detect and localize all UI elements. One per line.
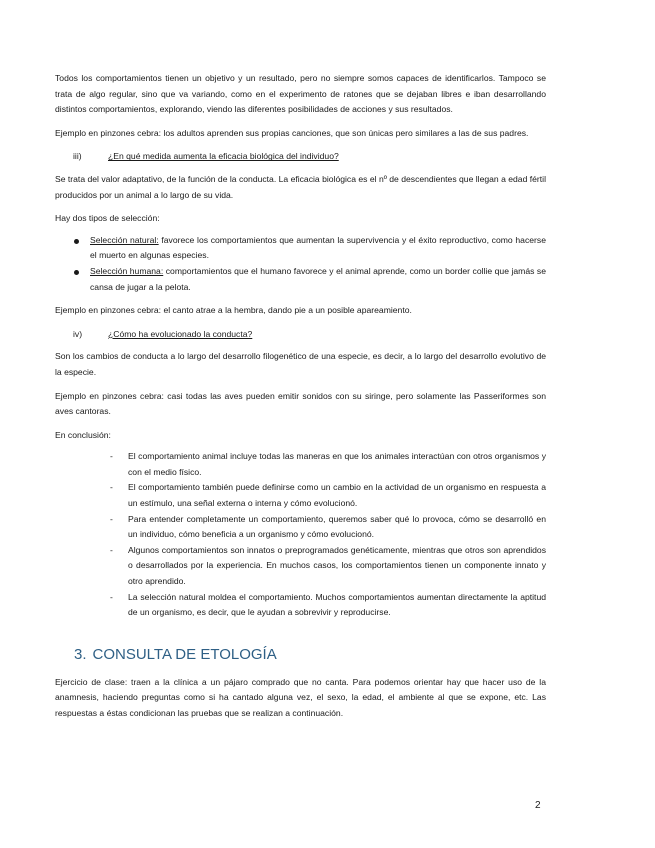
conclusion-list (55, 449, 546, 621)
subheading-iii-title: ¿En qué medida aumenta la eficacia biológica del individuo? (108, 151, 339, 162)
list-item (55, 264, 546, 295)
section-heading (55, 645, 546, 665)
list-item-text: El comportamiento animal incluye todas las maneras en que los animales interactúan con otros organismos y con el medio físico. (128, 451, 546, 477)
dash-icon: - (110, 513, 113, 524)
list-item (55, 512, 546, 543)
paragraph-adaptive-value: Se trata del valor adaptativo, de la función de la conducta. La eficacia biológica es el nº de descendientes que llegan a edad fértil producidos por un animal a lo largo de su vida. (55, 173, 546, 200)
subheading-iii-number: iii) (73, 151, 82, 162)
page-content (55, 71, 546, 730)
paragraph-example-songs: Ejemplo en pinzones cebra: los adultos aprenden sus propias canciones, que son únicas pero similares a las de sus padres. (55, 127, 529, 138)
list-item-label: Selección natural: (90, 234, 159, 245)
paragraph-conclusion-label: En conclusión: (55, 429, 111, 440)
subheading-iv (55, 327, 546, 343)
list-item-text: La selección natural moldea el comportamiento. Muchos comportamientos aumentan directamente la aptitud de un organismo, es decir, que le ayudan a sobrevivir y reproducirse. (128, 591, 546, 618)
section-heading-number: 3. (74, 645, 87, 663)
list-item (55, 233, 546, 264)
dash-icon: - (110, 451, 113, 462)
list-item-text: comportamientos que el humano favorece y el animal aprende, como un border collie que jamás se cansa de jugar a la pelota. (90, 265, 547, 292)
paragraph-example-courtship: Ejemplo en pinzones cebra: el canto atrae a la hembra, dando pie a un posible apareamiento. (55, 305, 412, 316)
list-item-text: Para entender completamente un comportamiento, queremos saber qué lo provoca, cómo se desarrolló en un individuo, cómo beneficia a un organismo y cómo evolucionó. (128, 513, 546, 540)
paragraph-example-syrinx: Ejemplo en pinzones cebra: casi todas las aves pueden emitir sonidos con su siringe, pero solamente las Passeriformes son aves cantoras. (55, 390, 546, 417)
dash-icon: - (110, 544, 113, 555)
list-item (55, 480, 546, 511)
dash-icon: - (110, 482, 113, 493)
subheading-iv-title: ¿Cómo ha evolucionado la conducta? (108, 328, 253, 339)
paragraph-class-exercise: Ejercicio de clase: traen a la clínica a un pájaro comprado que no canta. Para podemos orientar hay que hacer uso de la anamnesis, haciendo preguntas como si ha cantado alguna vez, el sexo, la edad, el ambiente al que se expone, etc. Las respuestas a éstas condicionan las pruebas que se realizan a continuación. (55, 676, 546, 718)
page-number: 2 (535, 800, 541, 811)
bullet-icon (74, 239, 79, 244)
paragraph-evolution: Son los cambios de conducta a lo largo del desarrollo filogenético de una especie, es decir, a lo largo del desarrollo evolutivo de la especie. (55, 351, 546, 377)
list-item-text: favorece los comportamientos que aumentan la supervivencia y el éxito reproductivo, como hacerse el muerto en algunas especies. (90, 234, 546, 261)
list-item-label: Selección humana: (90, 265, 164, 276)
paragraph-selection-types: Hay dos tipos de selección: (55, 213, 160, 224)
list-item (55, 449, 546, 480)
selection-list (55, 233, 546, 295)
list-item (55, 543, 546, 590)
subheading-iv-number: iv) (73, 328, 83, 339)
list-item-text: Algunos comportamientos son innatos o preprogramados genéticamente, mientras que otros son aprendidos o desarrollados por la experiencia. En muchos casos, los comportamientos tienen un componente innato y otro aprendido. (128, 544, 546, 587)
subheading-iii (55, 149, 546, 165)
list-item (55, 590, 546, 621)
paragraph-behaviour-objectives: Todos los comportamientos tienen un objetivo y un resultado, pero no siempre somos capaces de identificarlos. Tampoco se trata de algo regular, sino que va variando, como en el experimento de ratones que se dejaban libres e iban desarrollando distintos comportamientos, explorando, viendo las diferentes posibilidades de acciones y sus resultados. (55, 73, 546, 115)
dash-icon: - (110, 591, 113, 602)
section-heading-text: CONSULTA DE ETOLOGÍA (92, 645, 277, 663)
list-item-text: El comportamiento también puede definirse como un cambio en la actividad de un organismo en respuesta a un estímulo, una señal externa o interna y cómo evolucionó. (128, 482, 546, 509)
bullet-icon (74, 270, 79, 275)
